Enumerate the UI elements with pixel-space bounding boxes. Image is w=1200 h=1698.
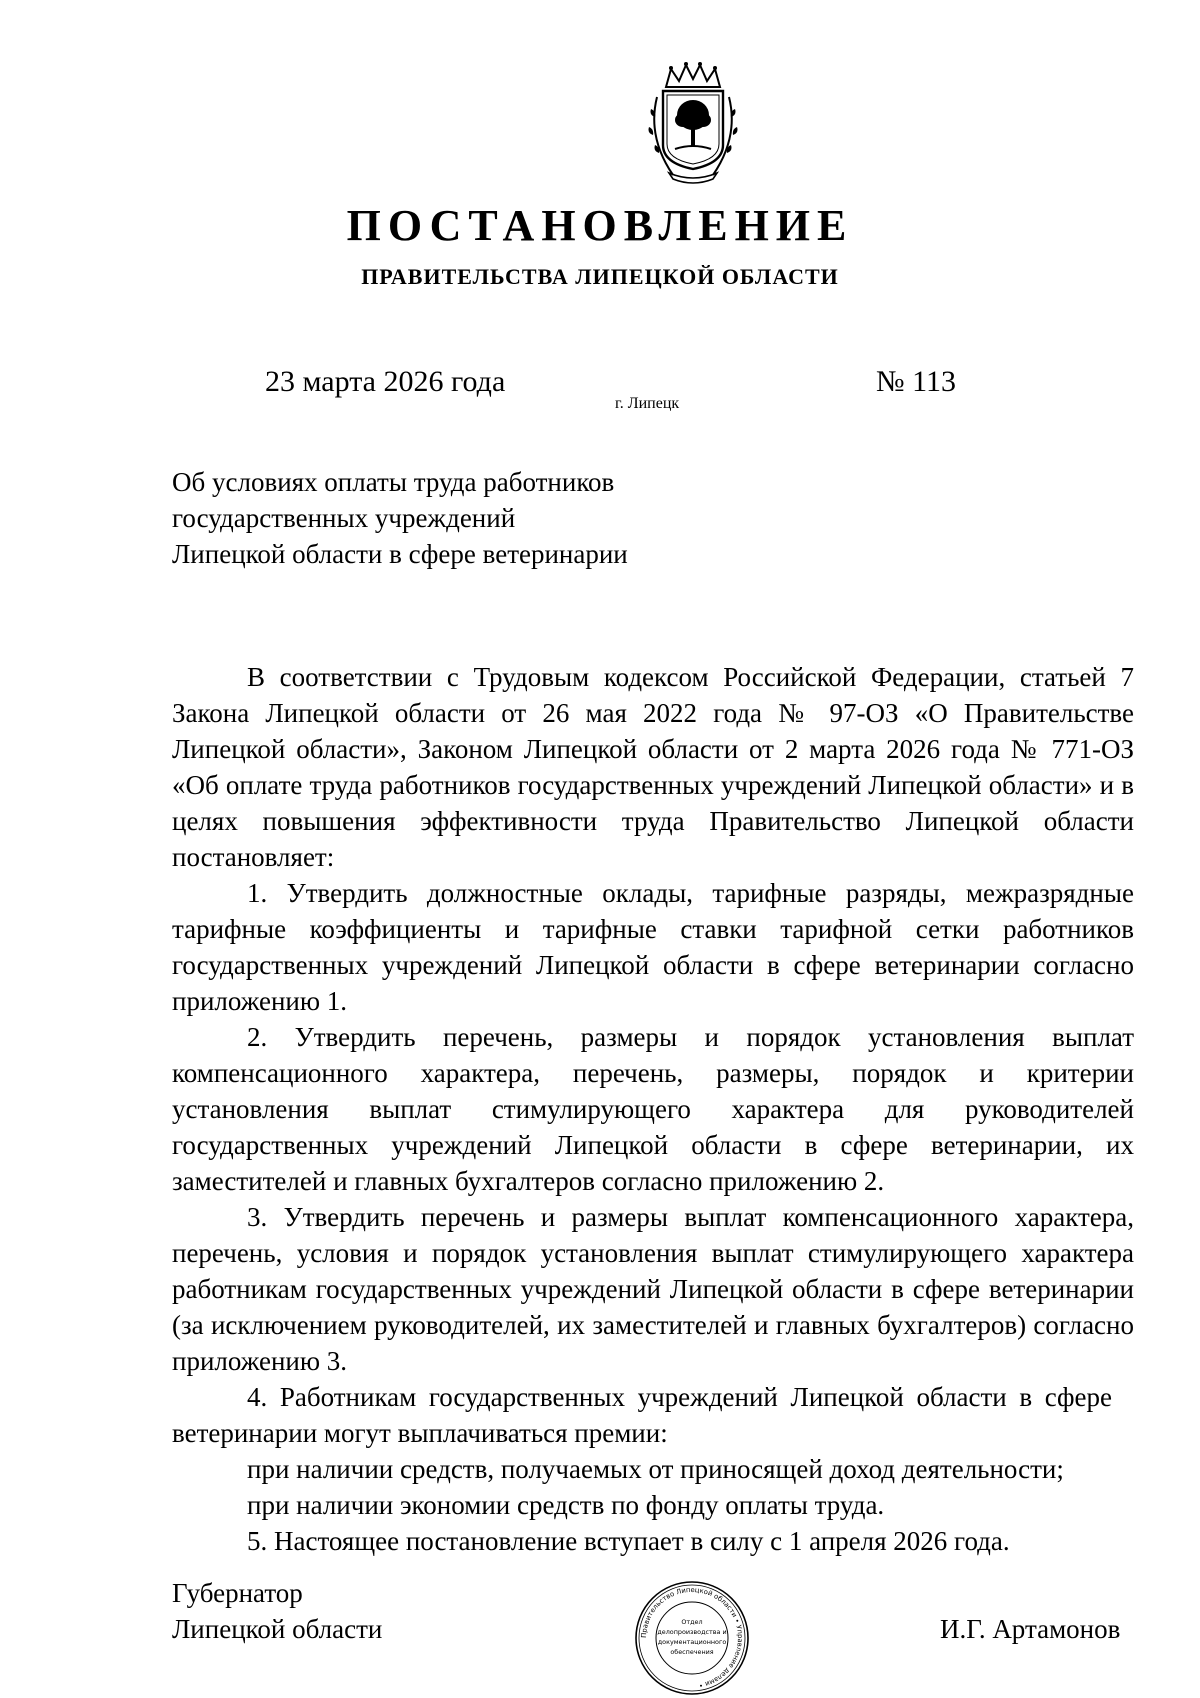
signer-title [172, 1575, 382, 1647]
stamp-ring-text: Правительство Липецкой области • Управление делами • [639, 1585, 745, 1690]
document-type-title: ПОСТАНОВЛЕНИЕ [346, 201, 854, 250]
stamp-center-line: делопроизводства и [657, 1628, 727, 1636]
document-date: 23 марта 2026 года [265, 365, 506, 398]
official-stamp-icon [632, 1578, 752, 1698]
lipetsk-coat-of-arms-icon [633, 57, 753, 185]
stamp-center-line: документационного [657, 1638, 727, 1646]
document-subject [172, 464, 628, 572]
signer-title-line: Липецкой области [172, 1614, 383, 1644]
item-paragraph: 4. Работникам государственных учреждений Липецкой области в сфере ветеринарии могут выплачиваться премии: [172, 1382, 1112, 1448]
document-number: № 113 [876, 365, 957, 398]
bullet-paragraph: при наличии экономии средств по фонду оплаты труда. [247, 1490, 885, 1520]
document-body [172, 659, 1134, 1559]
item-paragraph: 5. Настоящее постановление вступает в силу с 1 апреля 2026 года. [247, 1526, 1010, 1556]
bullet-paragraph: при наличии средств, получаемых от приносящей доход деятельности; [247, 1454, 1064, 1484]
signer-title-line: Губернатор [172, 1578, 303, 1608]
subject-line: Липецкой области в сфере ветеринарии [172, 539, 628, 569]
stamp-center-line: обеспечения [670, 1648, 714, 1656]
item-paragraph: 3. Утвердить перечень и размеры выплат компенсационного характера, перечень, условия и порядок установления выплат стимулирующего характера работникам государственных учреждений Липецкой области в сфере ветеринарии (за исключением руководителей, их заместителей и главных бухгалтеров) согласно приложению 3. [172, 1202, 1134, 1376]
subject-line: государственных учреждений [172, 503, 516, 533]
document-city: г. Липецк [615, 395, 680, 412]
document-issuer: ПРАВИТЕЛЬСТВА ЛИПЕЦКОЙ ОБЛАСТИ [361, 264, 839, 289]
item-paragraph: 1. Утвердить должностные оклады, тарифные разряды, межразрядные тарифные коэффициенты и тарифные ставки тарифной сетки работников государственных учреждений Липецкой области в сфере ветеринарии согласно приложению 1. [172, 878, 1134, 1016]
subject-line: Об условиях оплаты труда работников [172, 467, 615, 497]
signer-name: И.Г. Артамонов [940, 1614, 1121, 1644]
stamp-center-line: Отдел [681, 1618, 703, 1626]
item-paragraph: 2. Утвердить перечень, размеры и порядок установления выплат компенсационного характера, перечень, размеры, порядок и критерии установления выплат стимулирующего характера для руководителей государственных учреждений Липецкой области в сфере ветеринарии, их заместителей и главных бухгалтеров согласно приложению 2. [172, 1022, 1134, 1196]
preamble-paragraph: В соответствии с Трудовым кодексом Российской Федерации, статьей 7 Закона Липецкой области от 26 мая 2022 года № 97-ОЗ «О Правительстве Липецкой области», Законом Липецкой области от 2 марта 2026 года № 771-ОЗ «Об оплате труда работников государственных учреждений Липецкой области» и в целях повышения эффективности труда Правительство Липецкой области постановляет: [172, 662, 1134, 872]
